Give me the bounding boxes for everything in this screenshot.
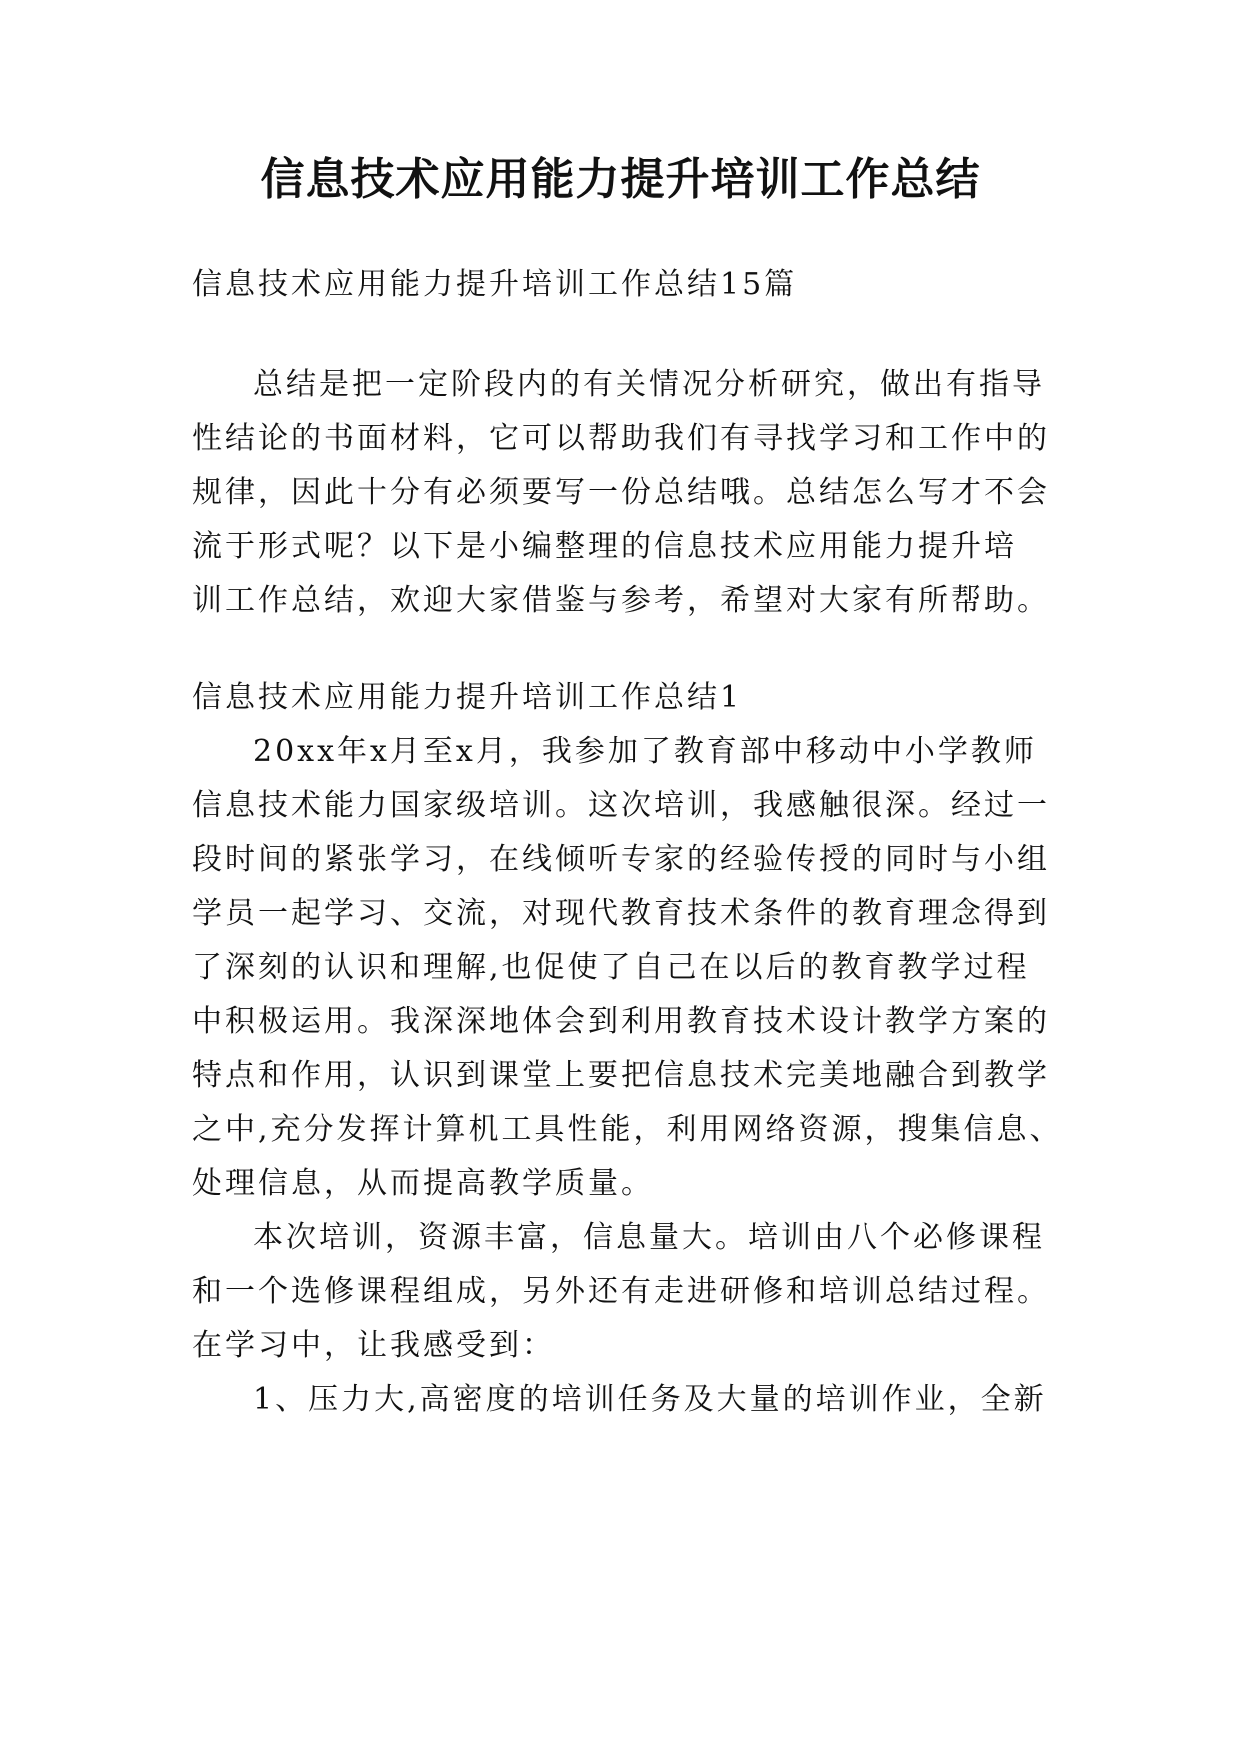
paragraph-line: 中积极运用。我深深地体会到利用教育技术设计教学方案的 [192, 1004, 1050, 1039]
paragraph-line: 20xx年x月至x月，我参加了教育部中移动中小学教师 [253, 734, 1037, 769]
paragraph-line: 信息技术能力国家级培训。这次培训，我感触很深。经过一 [192, 788, 1050, 823]
paragraph-line: 和一个选修课程组成，另外还有走进研修和培训总结过程。 [192, 1274, 1050, 1309]
intro-line: 流于形式呢？以下是小编整理的信息技术应用能力提升培 [192, 529, 1017, 564]
document-title: 信息技术应用能力提升培训工作总结 [260, 154, 981, 205]
paragraph-line: 处理信息，从而提高教学质量。 [192, 1166, 654, 1201]
intro-line: 总结是把一定阶段内的有关情况分析研究，做出有指导 [253, 367, 1045, 402]
paragraph-line: 本次培训，资源丰富，信息量大。培训由八个必修课程 [253, 1220, 1045, 1255]
paragraph-line: 段时间的紧张学习，在线倾听专家的经验传授的同时与小组 [192, 842, 1050, 877]
intro-line: 训工作总结，欢迎大家借鉴与参考，希望对大家有所帮助。 [192, 583, 1050, 618]
intro-line: 性结论的书面材料，它可以帮助我们有寻找学习和工作中的 [192, 421, 1050, 456]
paragraph-line: 之中,充分发挥计算机工具性能，利用网络资源，搜集信息、 [192, 1112, 1063, 1147]
document-subtitle: 信息技术应用能力提升培训工作总结15篇 [192, 267, 798, 302]
paragraph-line: 特点和作用，认识到课堂上要把信息技术完美地融合到教学 [192, 1058, 1050, 1093]
paragraph-line: 学员一起学习、交流，对现代教育技术条件的教育理念得到 [192, 896, 1050, 931]
paragraph-line: 在学习中，让我感受到： [192, 1328, 555, 1363]
paragraph-line: 1、压力大,高密度的培训任务及大量的培训作业，全新 [253, 1382, 1047, 1417]
section-heading: 信息技术应用能力提升培训工作总结1 [192, 680, 743, 715]
intro-line: 规律，因此十分有必须要写一份总结哦。总结怎么写才不会 [192, 475, 1050, 510]
paragraph-line: 了深刻的认识和理解,也促使了自己在以后的教育教学过程 [192, 950, 1030, 985]
